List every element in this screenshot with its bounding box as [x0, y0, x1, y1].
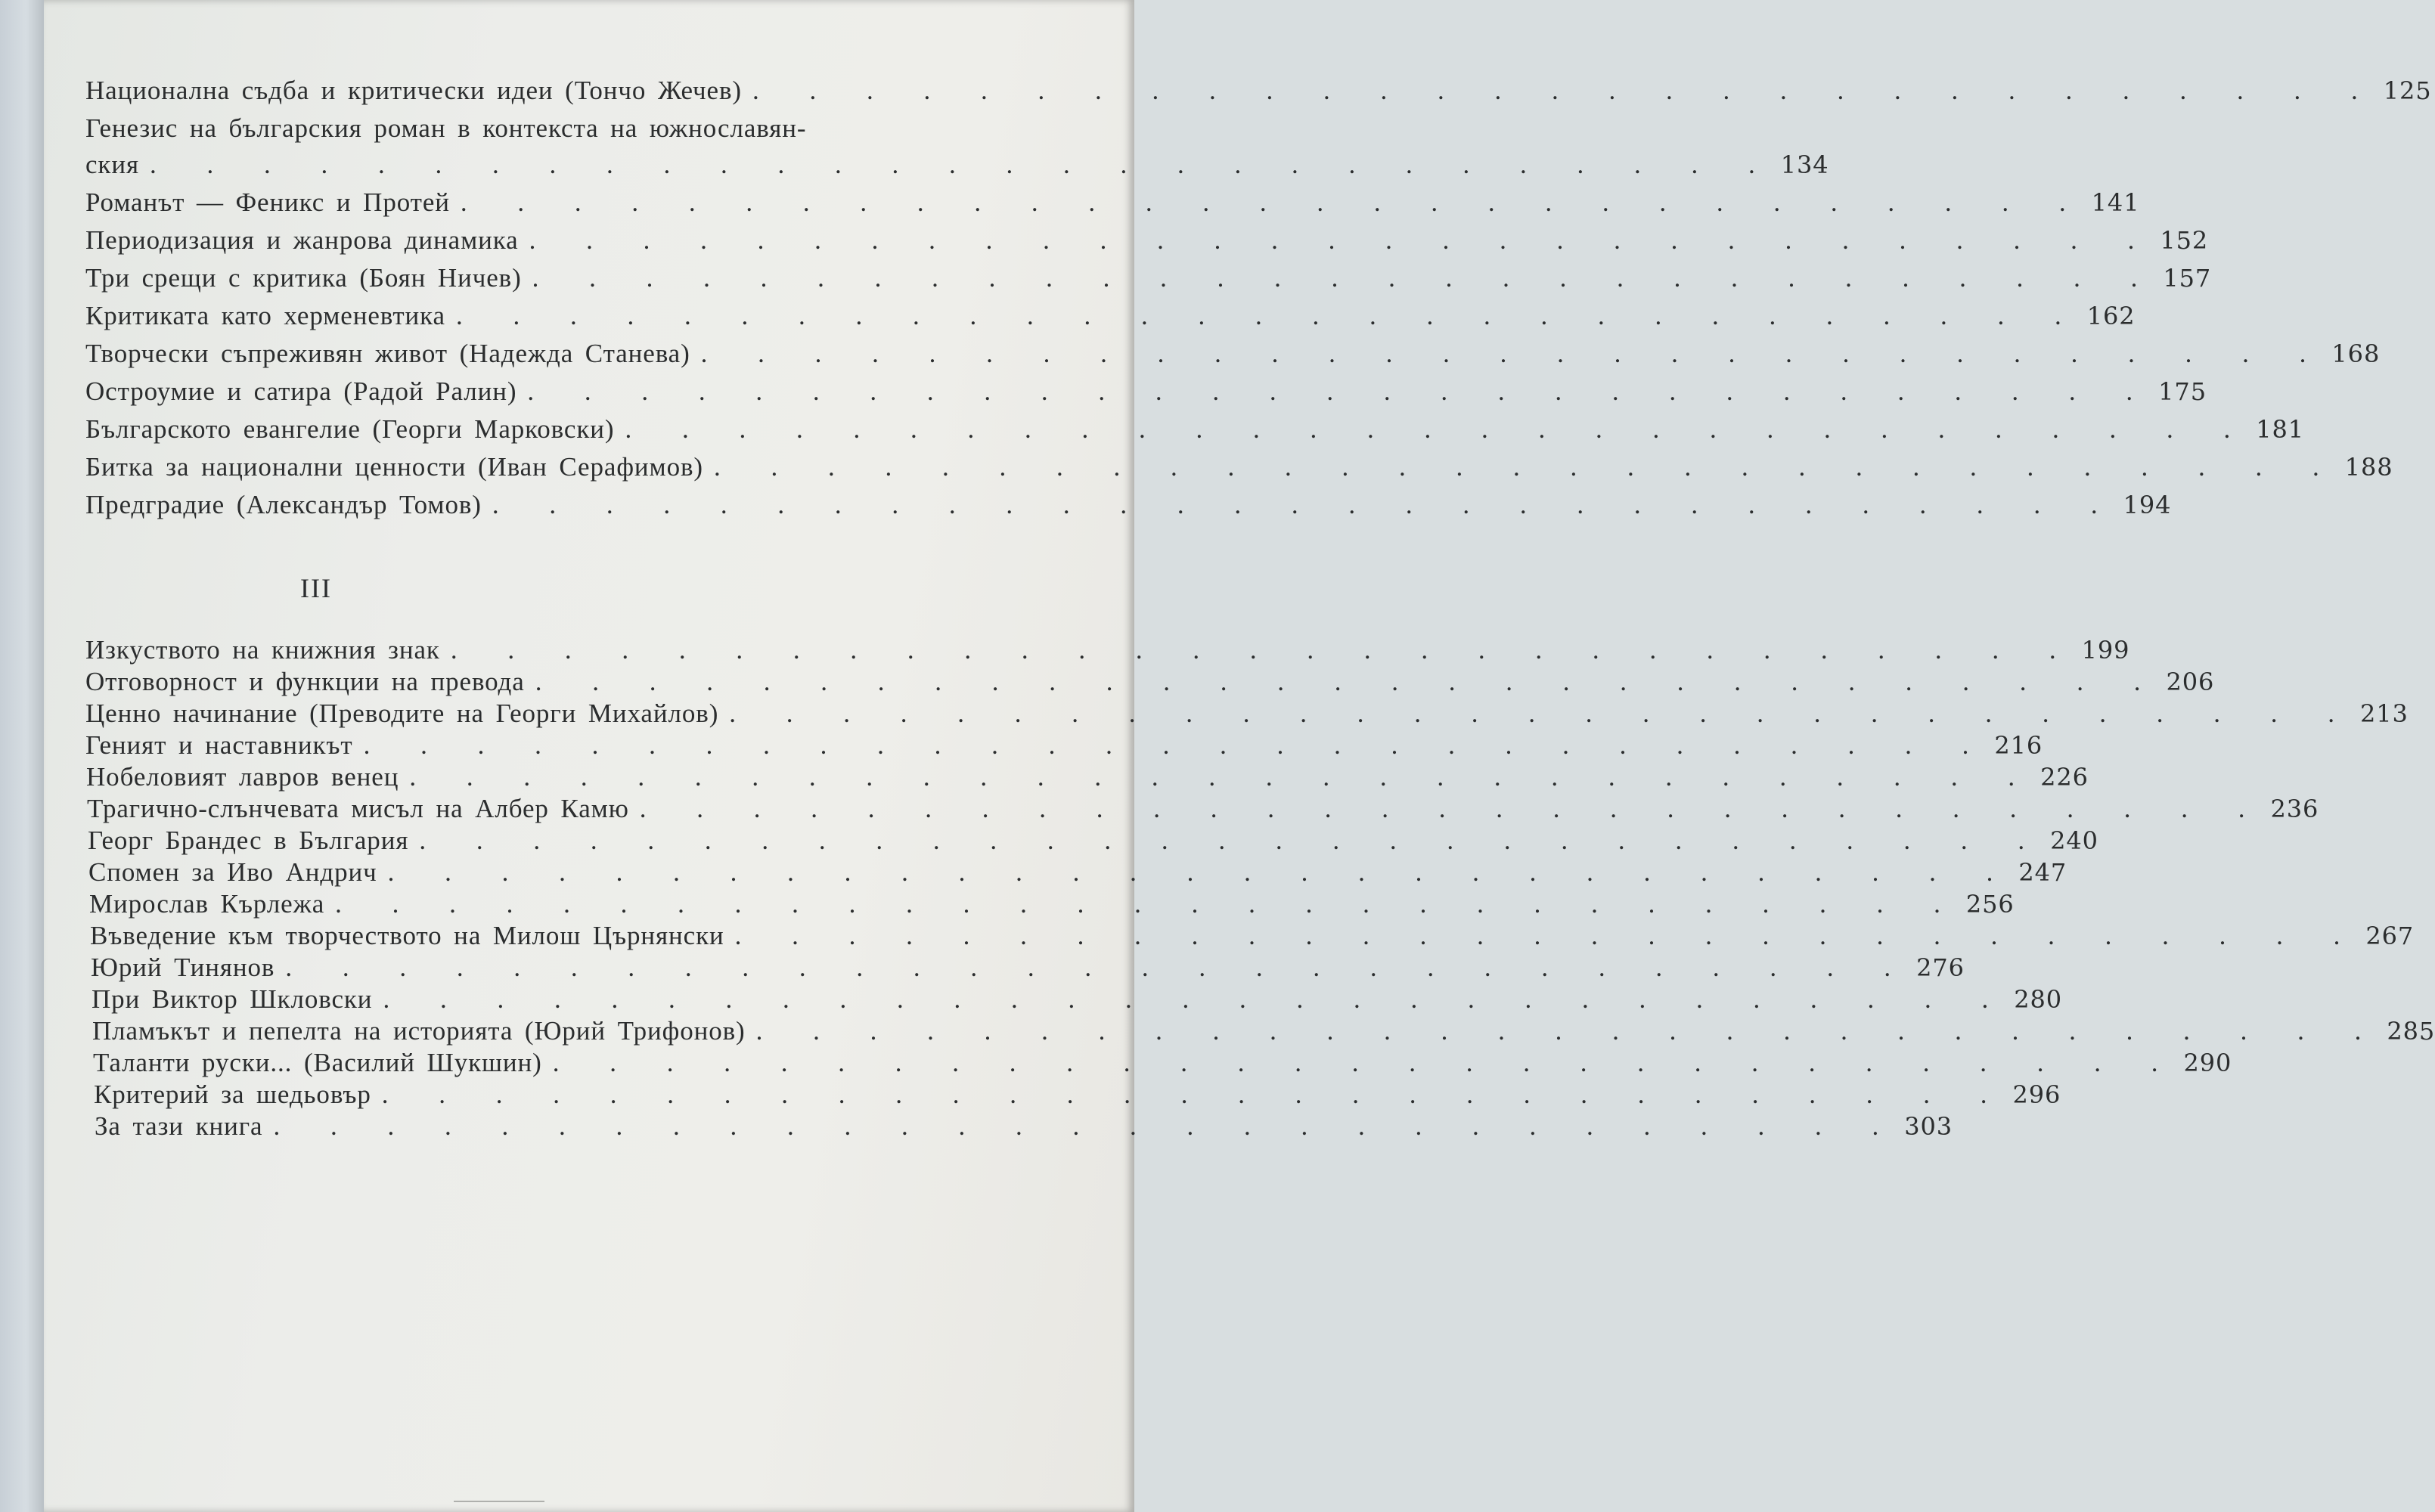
toc-entry: [88, 826, 2098, 860]
toc-entry: [86, 762, 2089, 797]
toc-entry-page: 216: [1994, 731, 2043, 760]
toc-entry-title: Пламъкът и пепелта на историята (Юрий Трифонов): [92, 1016, 746, 1046]
toc-entry-title: Таланти руски... (Василий Шукшин): [93, 1048, 542, 1077]
toc-entry-page: 134: [1780, 150, 1829, 179]
toc-entry-title: Отговорност и функции на превода: [85, 667, 525, 696]
toc-leader-dots: . . . . . . . . . . . . . . . . . . . . . . . . . . . . .: [273, 1111, 1899, 1141]
toc-entry-page: 125: [2383, 76, 2432, 105]
toc-entry: [85, 452, 2393, 487]
toc-entry-title: Българското евангелие (Георги Марковски): [85, 414, 615, 444]
toc-entry: [85, 76, 2432, 110]
toc-entry-page: 162: [2086, 302, 2136, 330]
toc-leader-dots: . . . . . . . . . . . . . . . . . . . . . . . . . . . . .: [455, 301, 2081, 330]
toc-entry-page: 188: [2344, 453, 2393, 482]
toc-entry: [90, 921, 2415, 956]
toc-entry-page: 181: [2256, 415, 2304, 444]
toc-entry-page: 168: [2331, 339, 2381, 368]
footer-rule: [454, 1501, 544, 1502]
toc-entry-page: 296: [2012, 1080, 2061, 1109]
toc-entry-title: Национална съдба и критически идеи (Тончо Жечев): [85, 76, 742, 105]
toc-entry: [85, 339, 2381, 373]
toc-entry-title: ския: [85, 150, 139, 179]
toc-entry: [92, 984, 2062, 1019]
toc-entry-page: 206: [2166, 668, 2215, 696]
toc-entry-page: 285: [2387, 1017, 2435, 1046]
toc-entry-page: 157: [2163, 264, 2212, 293]
toc-entry-title: За тази книга: [95, 1111, 263, 1141]
toc-leader-dots: . . . . . . . . . . . . . . . . . . . . . . . . . . . . .: [527, 376, 2153, 406]
toc-entry: [85, 635, 2130, 670]
toc-leader-dots: . . . . . . . . . . . . . . . . . . . . . . . . . . . . .: [460, 187, 2086, 217]
toc-entry-page: 175: [2158, 377, 2207, 406]
toc-leader-dots: . . . . . . . . . . . . . . . . . . . . . . . . . . . . .: [285, 953, 1911, 982]
toc-entry-page: 267: [2365, 922, 2415, 950]
toc-entry-title: Нобеловият лавров венец: [86, 762, 399, 792]
toc-entry-title: Ценно начинание (Преводите на Георги Михайлов): [85, 699, 719, 728]
toc-entry-page: 256: [1965, 890, 2015, 919]
toc-entry-title: Изкуството на книжния знак: [85, 635, 440, 665]
toc-entry-title: Предградие (Александър Томов): [85, 490, 482, 519]
book-spine-edge: [0, 0, 44, 1512]
toc-entry: [88, 857, 2067, 892]
toc-entry: [85, 113, 1046, 148]
toc-leader-dots: . . . . . . . . . . . . . . . . . . . . . . . . . . . . .: [492, 490, 2117, 519]
toc-entry-title: Творчески съпреживян живот (Надежда Станева): [85, 339, 690, 368]
toc-entry: [95, 1111, 1953, 1146]
toc-leader-dots: . . . . . . . . . . . . . . . . . . . . . . . . . . . . .: [713, 452, 2339, 482]
toc-leader-dots: . . . . . . . . . . . . . . . . . . . . . . . . . . . . .: [450, 635, 2076, 665]
toc-entry-page: 290: [2183, 1049, 2232, 1077]
section-heading: III: [300, 573, 332, 603]
toc-entry: [91, 953, 1965, 987]
toc-leader-dots: . . . . . . . . . . . . . . . . . . . . . . . . . . . . .: [700, 339, 2326, 368]
toc-entry-title: Критиката като херменевтика: [85, 301, 445, 330]
toc-entry: [89, 889, 2015, 924]
toc-entry-page: 303: [1904, 1112, 1953, 1141]
toc-entry-title: Остроумие и сатира (Радой Ралин): [85, 376, 517, 406]
toc-entry-title: Въведение към творчеството на Милош Църнянски: [90, 921, 724, 950]
toc-leader-dots: . . . . . . . . . . . . . . . . . . . . . . . . . . . . .: [529, 225, 2154, 255]
toc-entry-page: 199: [2081, 636, 2130, 665]
toc-entry: [92, 1016, 2435, 1051]
toc-entry: [85, 263, 2212, 298]
toc-entry: [85, 490, 2172, 525]
toc-leader-dots: . . . . . . . . . . . . . . . . . . . . . . . . . . . . .: [734, 921, 2360, 950]
toc-leader-dots: . . . . . . . . . . . . . . . . . . . . . . . . . . . . .: [625, 414, 2250, 444]
toc-entry-title: Трагично-слънчевата мисъл на Албер Камю: [87, 794, 629, 823]
toc-entry-title: Периодизация и жанрова динамика: [85, 225, 519, 255]
toc-leader-dots: . . . . . . . . . . . . . . . . . . . . . . . . . . . . .: [381, 1080, 2007, 1109]
toc-leader-dots: . . . . . . . . . . . . . . . . . . . . . . . . . . . . .: [363, 730, 1989, 760]
toc-entry: [85, 150, 1829, 184]
toc-entry: [93, 1048, 2232, 1083]
toc-entry-title: Три срещи с критика (Боян Ничев): [85, 263, 522, 293]
toc-entry-title: Генезис на българския роман в контекста на южнославян-: [85, 113, 807, 143]
toc-entry-page: 152: [2160, 226, 2209, 255]
toc-leader-dots: . . . . . . . . . . . . . . . . . . . . . . . . . . . . .: [532, 263, 2157, 293]
toc-entry: [85, 699, 2409, 733]
toc-leader-dots: . . . . . . . . . . . . . . . . . . . . . . . . . . . . .: [755, 1016, 2381, 1046]
toc-entry-title: При Виктор Шкловски: [92, 984, 373, 1014]
toc-leader-dots: . . . . . . . . . . . . . . . . . . . . . . . . . . . . .: [149, 150, 1775, 179]
toc-leader-dots: . . . . . . . . . . . . . . . . . . . . . . . . . . . . .: [335, 889, 1960, 919]
toc-leader-dots: . . . . . . . . . . . . . . . . . . . . . . . . . . . . .: [419, 826, 2045, 855]
toc-leader-dots: . . . . . . . . . . . . . . . . . . . . . . . . . . . . .: [552, 1048, 2178, 1077]
toc-entry-title: Юрий Тинянов: [91, 953, 275, 982]
toc-entry-title: Георг Брандес в България: [88, 826, 409, 855]
toc-entry: [85, 187, 2140, 222]
toc-leader-dots: . . . . . . . . . . . . . . . . . . . . . . . . . . . . .: [387, 857, 2013, 887]
toc-entry-title: Мирослав Кърлежа: [89, 889, 325, 919]
toc-entry: [85, 376, 2207, 411]
toc-entry-page: 141: [2091, 188, 2140, 217]
toc-entry-page: 226: [2040, 763, 2089, 792]
toc-entry: [85, 414, 2304, 449]
toc-entry: [85, 730, 2043, 765]
toc-leader-dots: . . . . . . . . . . . . . . . . . . . . . . . . . . . . .: [729, 699, 2354, 728]
toc-leader-dots: . . . . . . . . . . . . . . . . . . . . . . . . . . . . .: [409, 762, 2035, 792]
toc-entry: [85, 301, 2136, 336]
toc-entry-page: 236: [2270, 795, 2319, 823]
toc-entry-page: 280: [2014, 985, 2062, 1014]
toc-entry-page: 213: [2360, 699, 2409, 728]
toc-entry-title: Романът — Феникс и Протей: [85, 187, 450, 217]
toc-entry: [85, 225, 2209, 260]
toc-entry-page: 247: [2018, 858, 2067, 887]
toc-entry-page: 194: [2123, 491, 2172, 519]
toc-entry-title: Геният и наставникът: [85, 730, 353, 760]
toc-leader-dots: . . . . . . . . . . . . . . . . . . . . . . . . . . . . .: [752, 76, 2378, 105]
toc-entry-page: 276: [1916, 953, 1965, 982]
toc-leader-dots: . . . . . . . . . . . . . . . . . . . . . . . . . . . . .: [383, 984, 2008, 1014]
toc-entry: [94, 1080, 2061, 1114]
toc-leader-dots: . . . . . . . . . . . . . . . . . . . . . . . . . . . . .: [535, 667, 2160, 696]
toc-entry-title: Критерий за шедьовър: [94, 1080, 371, 1109]
toc-entry: [85, 667, 2215, 702]
toc-entry-title: Битка за национални ценности (Иван Серафимов): [85, 452, 703, 482]
toc-entry-page: 240: [2050, 826, 2098, 855]
toc-leader-dots: . . . . . . . . . . . . . . . . . . . . . . . . . . . . .: [639, 794, 2265, 823]
toc-entry: [87, 794, 2319, 829]
toc-entry-title: Спомен за Иво Андрич: [88, 857, 377, 887]
